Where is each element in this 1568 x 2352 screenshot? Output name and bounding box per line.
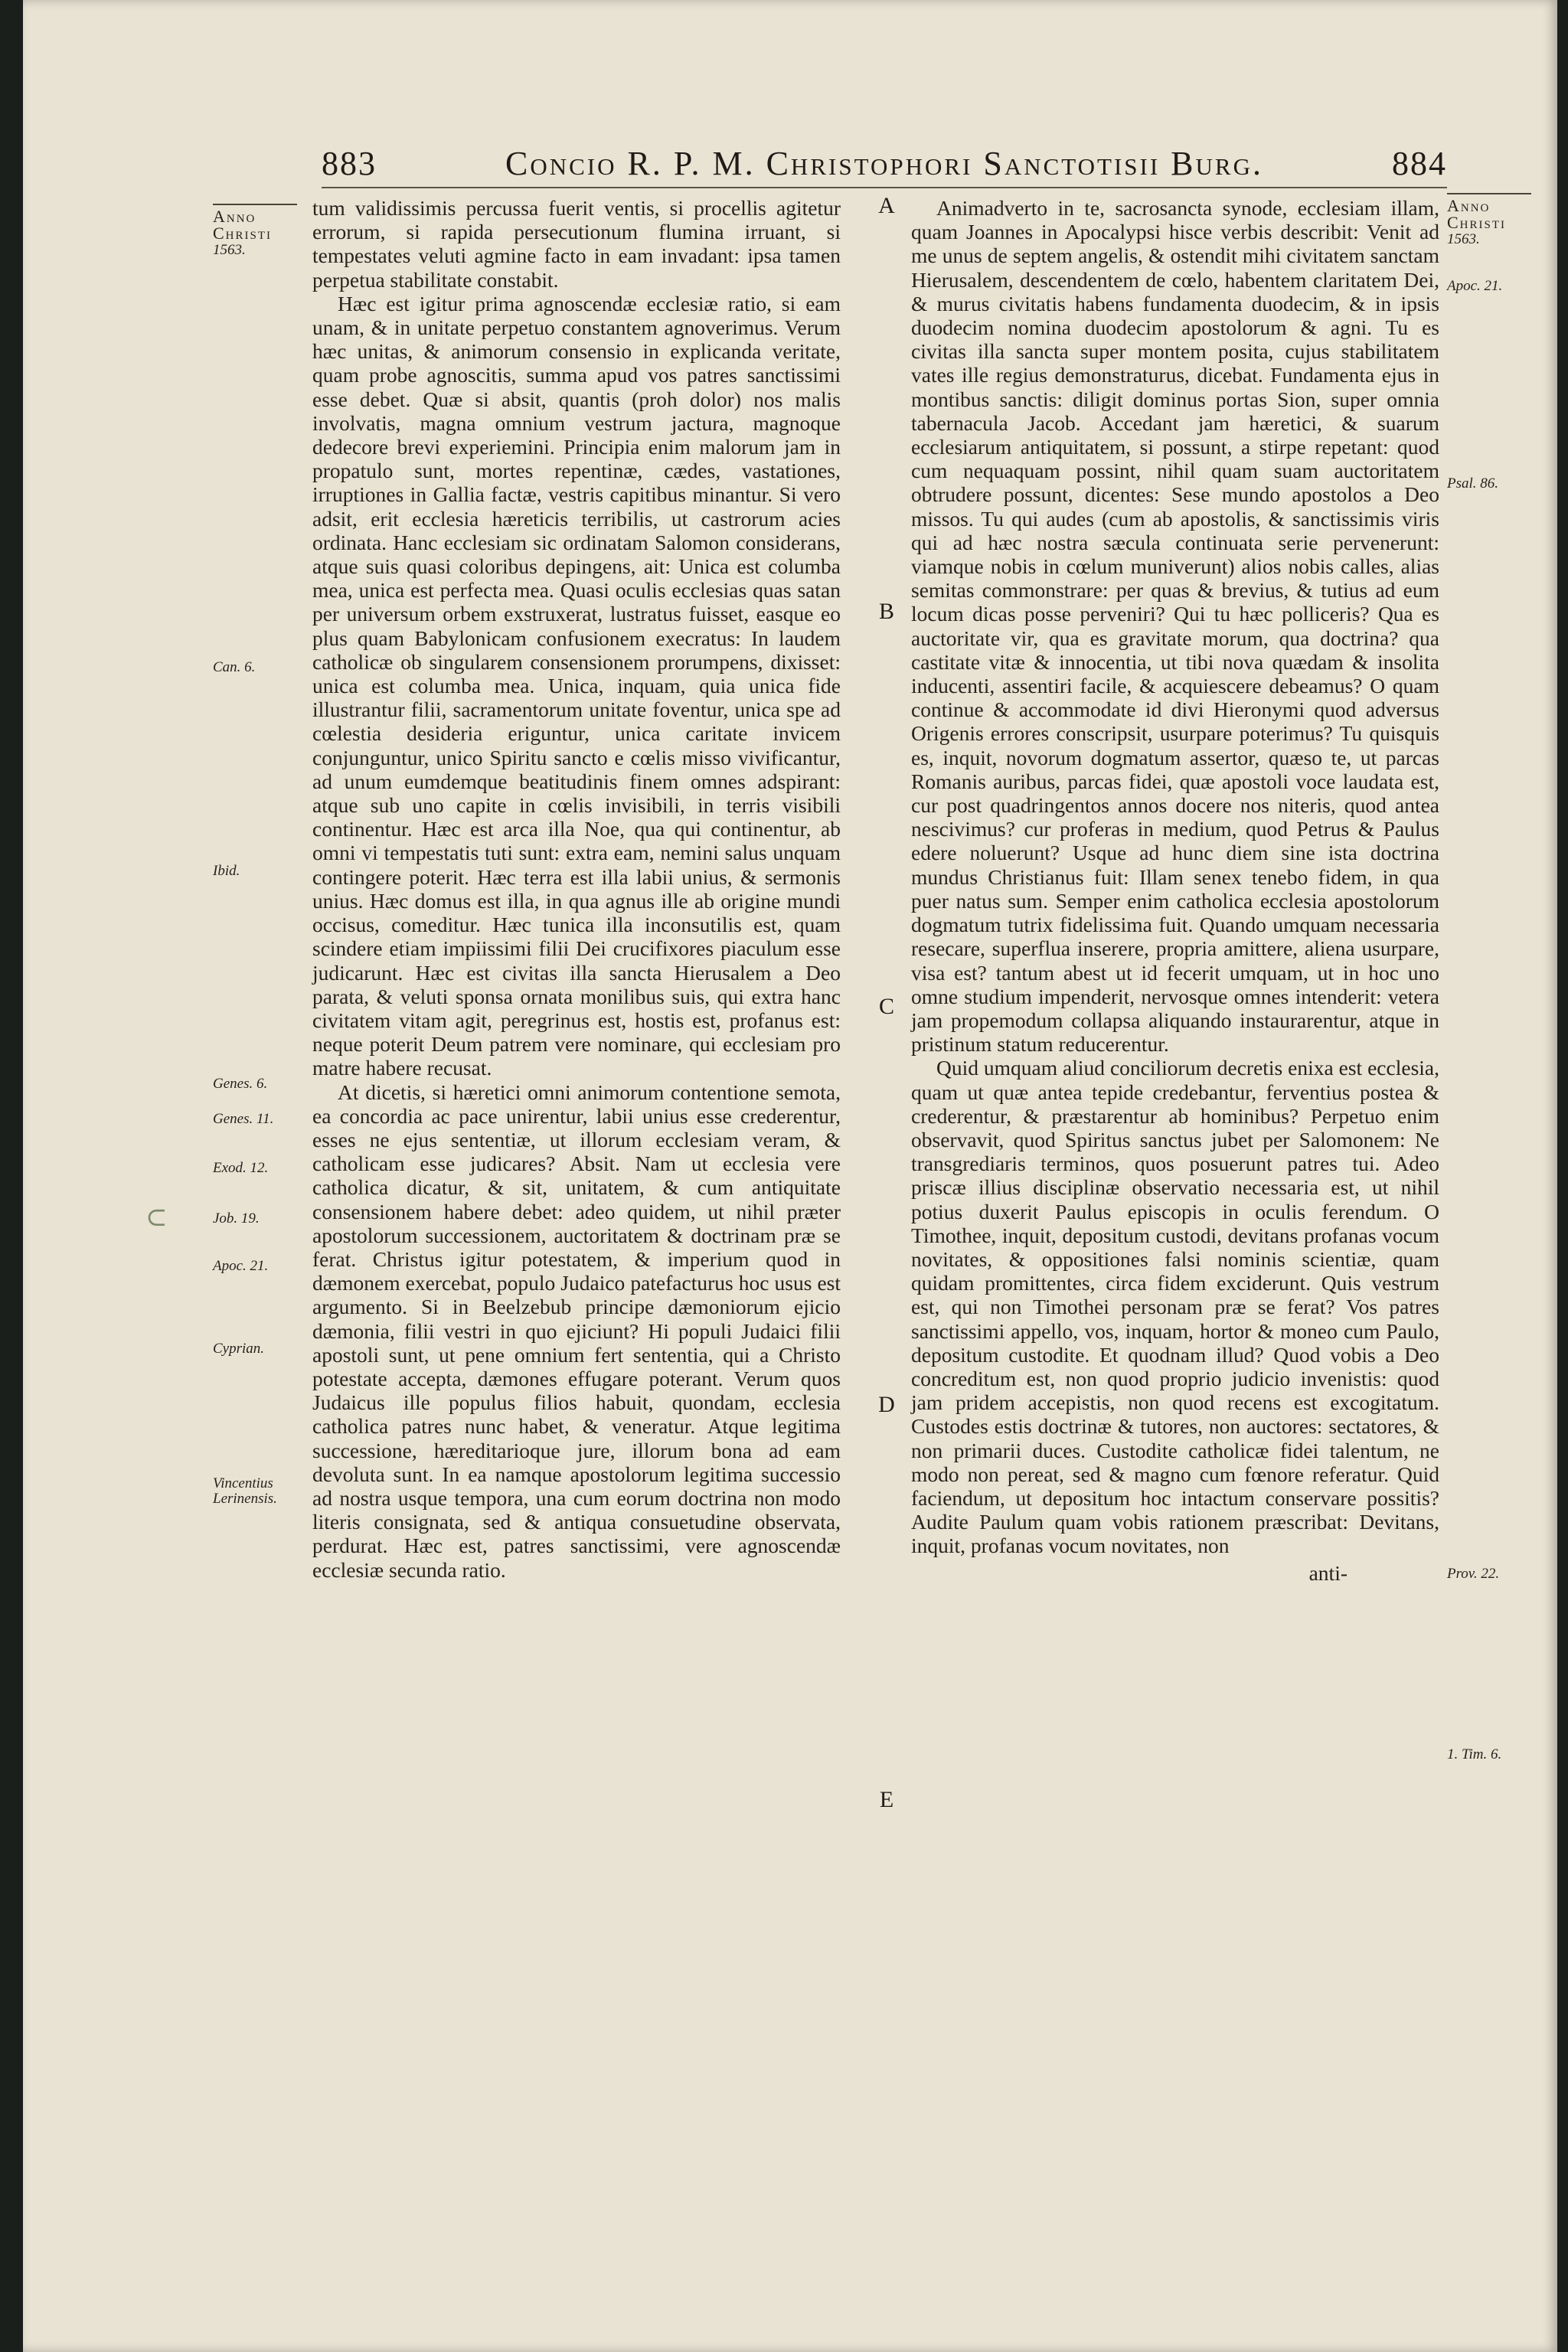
margin-note-right: Psal. 86. xyxy=(1447,475,1499,492)
christi-label-right: Christi xyxy=(1447,213,1507,232)
anno-christi-right xyxy=(1447,193,1547,248)
section-letter: A xyxy=(878,193,895,218)
text-column-right xyxy=(911,196,1439,1585)
anno-christi-left xyxy=(213,204,305,259)
section-letter: E xyxy=(879,1787,894,1812)
section-letter: D xyxy=(878,1392,895,1417)
anno-year-right: 1563. xyxy=(1447,231,1480,247)
margin-note-left: Genes. 6. xyxy=(213,1076,268,1092)
margin-note-left: Can. 6. xyxy=(213,659,256,675)
margin-note-left: Apoc. 21. xyxy=(213,1258,269,1274)
text-column-left xyxy=(312,196,841,1582)
margin-note-right: 1. Tim. 6. xyxy=(1447,1746,1502,1762)
book-page xyxy=(23,0,1557,2352)
paragraph: Hæc est igitur prima agnoscendæ ecclesiæ ratio, si eam unam, & in unitate perpetuo constantem agnoverimus. Verum hæc unitas, & animorum consensio in explicanda veritate, quam probe agnoscitis, summa apud vos patres sanctissimi esse debet. Quæ si absit, quantis (proh dolor) nos malis involvatis, magna omnium vestrum jactura, magnoque dedecore brevi experiemini. Principia enim malorum jam in propatulo sunt, mortes repentinæ, cædes, vastationes, irruptiones in Gallia factæ, vestris capitibus minantur. Si vero adsit, erit ecclesia hæreticis terribilis, ut castrorum acies ordinata. Hanc ecclesiam sic ordinatam Salomon considerans, atque suis quasi coloribus depingens, ait: Unica est columba mea, unica est perfecta mea. Quasi oculis ecclesias quas satan per universum orbem exstruxerat, lustratus fuisset, easque eo plus quam Babylonicam confusionem execratus: In laudem catholicæ ob singularem consensionem prorumpens, dixisset: unica est columba mea. Unica, inquam, quia unica fide illustrantur filii, sacramentorum unitate foventur, unica spe ad cœlestia desideria eriguntur, unica caritate invicem conjunguntur, unico Spiritu sancto e cœlis misso vivificantur, ad unum eumdemque beatitudinis finem omnes adspirant: atque sub uno capite in cœlis invisibili, in terris visibili continentur. Hæc est arca illa Noe, qua qui continentur, ab omni vi tempestatis tuti sunt: extra eam, nemini salus unquam contingere poterit. Hæc terra est illa labii unius, & sermonis unius. Hæc domus est illa, in qua agnus ille ab origine mundi occisus, comeditur. Hæc tunica illa inconsutilis est, quam scindere etiam impiissimi filii Dei crucifixores piaculum esse judicarunt. Hæc est civitas illa sancta Hierusalem a Deo parata, & veluti sponsa ornata monilibus suis, qui extra hanc civitatem vitam agit, peregrinus est, hostis est, profanus est: neque poterit Deum patrem vere nominare, qui ecclesiam pro matre habere recusat. xyxy=(312,291,841,1080)
anno-rule-left xyxy=(213,204,297,205)
header-rule xyxy=(322,187,1447,188)
running-header xyxy=(322,144,1447,183)
page-number-right: 884 xyxy=(1392,145,1447,182)
margin-note-left: Exod. 12. xyxy=(213,1160,269,1176)
margin-note-left: Job. 19. xyxy=(213,1210,260,1227)
anno-year-left: 1563. xyxy=(213,242,246,258)
anno-label-right: Anno xyxy=(1447,196,1491,215)
pencil-mark-icon: ⊂ xyxy=(145,1204,168,1232)
running-title: Concio R. P. M. Christophori Sanctotisii Burg. xyxy=(505,145,1263,182)
paragraph: Animadverto in te, sacrosancta synode, ecclesiam illam, quam Joannes in Apocalypsi hisce verbis describit: Venit ad me unus de septem angelis, & ostendit mihi civitatem sanctam Hierusalem, descendentem de cœlo, habentem claritatem Dei, & murus civitatis habens fundamenta duodecim, & in ipsis duodecim nomina duodecim apostolorum & agni. Tu es civitas illa sancta super montem posita, cujus stabilitatem vates ille regius demonstraturus, dicebat. Fundamenta ejus in montibus sanctis: diligit dominus portas Sion, super omnia tabernacula Jacob. Accedant jam hæretici, & suarum ecclesiarum antiquitatem, si possunt, a stirpe repetant: quod cum nequaquam possint, nihil quam suam auctoritatem obtrudere possunt, dicentes: Sese mundo apostolos a Deo missos. Tu qui audes (cum ab apostolis, & sanctissimis viris qui ad hæc nostra sæcula continuata serie pervenerunt: viamque nobis in cœlum muniverunt) alios nobis calles, alias semitas commonstrare: per quas & brevius, & tutius ad eum locum dicas posse perveniri? Qui tu hæc polliceris? Qua es auctoritate vir, qua es gravitate morum, qua doctrina? qua castitate vitæ & innocentia, ut tibi nova quædam & insolita inducenti, assentiri facile, & acquiescere debeamus? O quam continue & accommodate id divi Hieronymi quod adversus Origenis errores conscripsit, usurpare poterimus? Tu quisquis es, inquit, novorum dogmatum assertor, quæso te, ut parcas Romanis auribus, parcas fidei, quæ apostoli voce laudata est, cur post quadringentos annos docere nos niteris, quod antea nescivimus? cur proferas in medium, quod Petrus & Paulus edere noluerunt? Usque ad hunc diem sine ista doctrina mundus Christianus fuit: Illam senex tenebo fidem, in qua puer natus sum. Semper enim catholica ecclesia apostolorum dogmatum tutrix fidelissima fuit. Quando umquam necessaria resecare, superflua inserere, propria amittere, aliena usurpare, visa est? tantum abest ut id fecerit umquam, ut in hoc uno omne studium impenderit, nervosque omnes intenderit: vetera jam propemodum collapsa aliquando instaurarentur, atque in pristinum statum reducerentur. xyxy=(911,196,1439,1057)
paragraph: At dicetis, si hæretici omni animorum contentione semota, ea concordia ac pace unirentur, labii unius esse crederentur, esses ne ejus sententiæ, ut illorum ecclesiam veram, & catholicam esse judicares? Absit. Nam ut ecclesia vere catholica dicatur, & sit, unitatem, & cum antiquitate consensionem habere debet: adeo quidem, ut nihil præter apostolorum successionem, auctoritatem & doctrinam præ se ferat. Christus igitur potestatem, & imperium quod in dæmonem exercebat, populo Judaico patefacturus hoc usus est argumento. Si in Beelzebub principe dæmoniorum ejicio dæmonia, filii vestri in quo ejiciunt? Hi populi Judaici filii apostoli sunt, ut pene omnium fert sententia, qui a Christo potestate accepta, dæmones effugare poterant. Verum quos Judaicus ille populus filios habuit, quondam, ecclesia catholica patres nunc habet, & veneratur. Atque legitima successione, hæreditarioque jure, illorum bona ad eam devoluta sunt. In ea namque apostolorum legitima successio ad nostra usque tempora, una cum eorum doctrina non modo literis consignata, sed & antiqua consuetudine observata, perdurat. Hæc est, patres sanctissimi, vere agnoscendæ ecclesiæ secunda ratio. xyxy=(312,1080,841,1582)
margin-note-left: Genes. 11. xyxy=(213,1111,274,1127)
margin-note-left: Vincentius Lerinensis. xyxy=(213,1475,277,1507)
section-letter: B xyxy=(878,599,894,624)
anno-rule-right xyxy=(1447,193,1531,194)
margin-note-left: Ibid. xyxy=(213,863,240,879)
margin-note-right: Apoc. 21. xyxy=(1447,278,1503,294)
section-letter: C xyxy=(878,994,894,1019)
margin-note-right: Prov. 22. xyxy=(1447,1566,1500,1582)
paragraph: tum validissimis percussa fuerit ventis, si procellis agitetur errorum, si rapida persecutionum flumina irruant, si tempestates veluti agmine facto in eam invadant: ipsa tamen perpetua stabilitate constabit. xyxy=(312,196,841,292)
page-number-left: 883 xyxy=(322,145,377,182)
catchword: anti- xyxy=(1308,1560,1348,1585)
margin-note-left: Cyprian. xyxy=(213,1341,265,1357)
anno-label-left: Anno xyxy=(213,207,256,226)
christi-label-left: Christi xyxy=(213,224,273,243)
paragraph: Quid umquam aliud conciliorum decretis enixa est ecclesia, quam ut quæ antea tepide credebantur, ferventius postea & crederentur, & præstarentur ab hominibus? Perpetuo enim observavit, quod Spiritus sanctus jubet per Salomonem: Ne transgrediaris terminos, quos posuerunt patres tui. Adeo priscæ illius disciplinæ observatio necessaria est, ut nihil potius duxerit Paulus episcopis in oculis ferendum. O Timothee, inquit, depositum custodi, devitans profanas vocum novitates, & oppositiones falsi nominis scientiæ, quam quidam promittentes, circa fidem exciderunt. Quis vestrum est, qui non Timothei personam præ se ferat? Vos patres sanctissimi appello, vos, inquam, hortor & moneo cum Paulo, depositum custodite. Et quodnam illud? Quod vobis a Deo concreditum est, non quod proprio judicio invenistis: quod jam pridem accepistis, non quod recens est excogitatum. Custodes estis doctrinæ & tutores, non auctores: sectatores, & non primarii duces. Custodite catholicæ fidei talentum, ne modo non pereat, sed & magno cum fœnore referatur. Quid faciendum, ut depositum hoc intactum conservare possitis? Audite Paulum quam vobis rationem præscribat: Devitans, inquit, profanas vocum novitates, non xyxy=(911,1056,1439,1558)
